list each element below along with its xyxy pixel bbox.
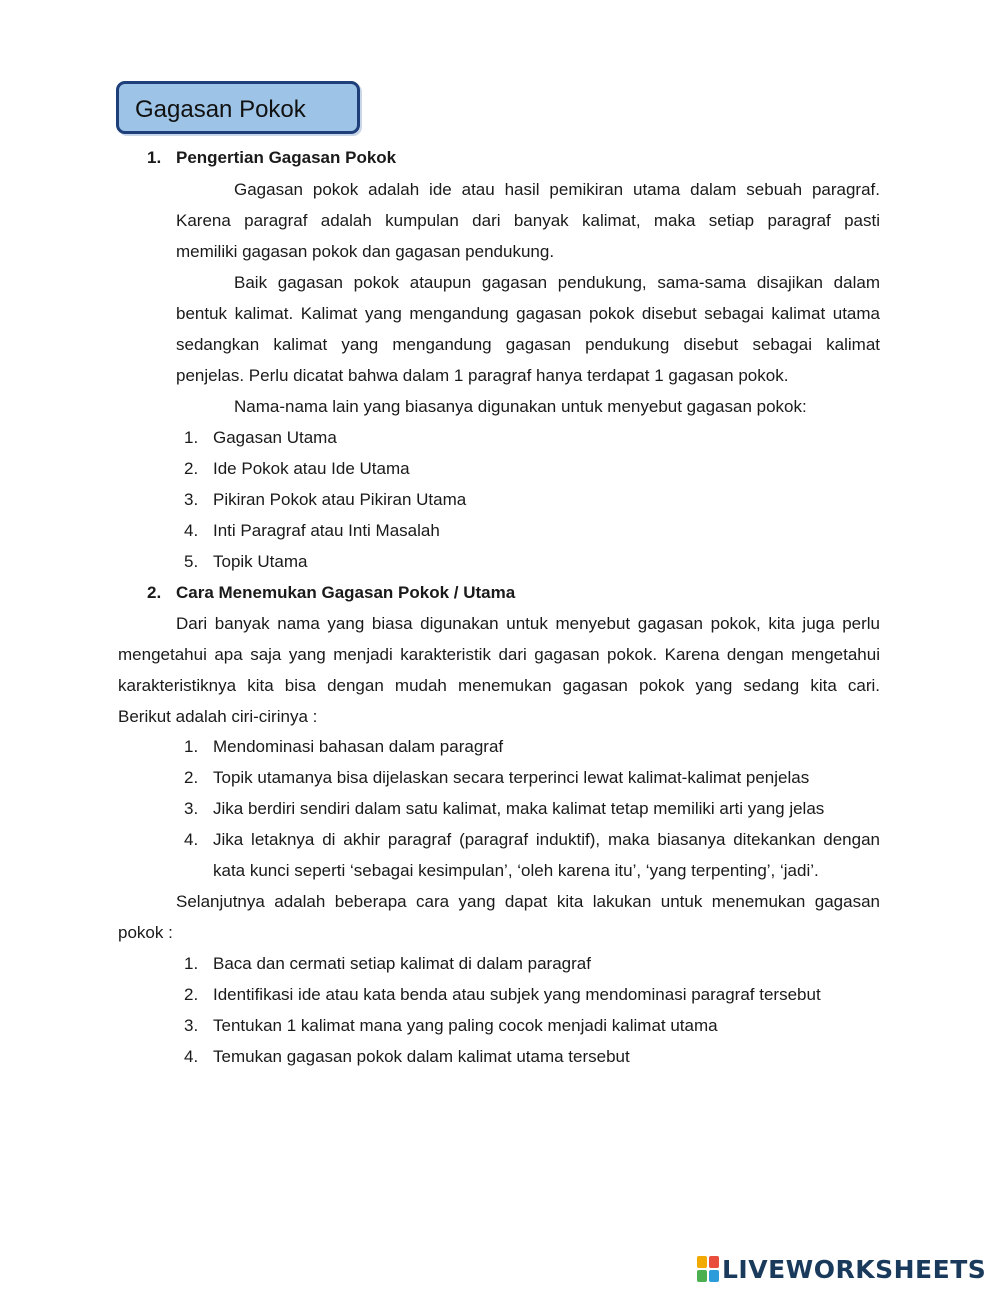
section-2-number: 2. — [147, 583, 162, 602]
list-item: Baca dan cermati setiap kalimat di dalam paragraf — [213, 954, 591, 973]
list-item: Jika letaknya di akhir paragraf (paragraf induktif), maka biasanya ditekankan dengan — [213, 830, 880, 849]
list-item-number: 1. — [184, 428, 199, 447]
list-item-number: 1. — [184, 954, 199, 973]
paragraph-line: mengetahui apa saja yang menjadi karakteristik dari gagasan pokok. Karena dengan mengetahui — [118, 645, 880, 664]
list-item: Mendominasi bahasan dalam paragraf — [213, 737, 504, 756]
paragraph-line: memiliki gagasan pokok dan gagasan pendukung. — [176, 242, 555, 261]
list-item: Topik Utama — [213, 552, 308, 571]
list-item-continuation: kata kunci seperti ‘sebagai kesimpulan’, ‘oleh karena itu’, ‘yang terpenting’, ‘jadi’. — [213, 861, 819, 880]
list-item-number: 4. — [184, 830, 199, 849]
paragraph-line: Berikut adalah ciri-cirinya : — [118, 707, 318, 726]
paragraph-line: penjelas. Perlu dicatat bahwa dalam 1 paragraf hanya terdapat 1 gagasan pokok. — [176, 366, 789, 385]
list-item-number: 5. — [184, 552, 199, 571]
logo-block — [709, 1270, 719, 1282]
list-item-number: 2. — [184, 985, 199, 1004]
title-box — [116, 81, 360, 134]
paragraph-line: Nama-nama lain yang biasanya digunakan untuk menyebut gagasan pokok: — [234, 397, 807, 416]
list-item-number: 1. — [184, 737, 199, 756]
logo-blocks-icon — [697, 1256, 719, 1282]
list-item-number: 3. — [184, 799, 199, 818]
list-item: Tentukan 1 kalimat mana yang paling cocok menjadi kalimat utama — [213, 1016, 718, 1035]
list-item-number: 3. — [184, 490, 199, 509]
section-1-heading: Pengertian Gagasan Pokok — [176, 148, 397, 167]
list-item: Inti Paragraf atau Inti Masalah — [213, 521, 440, 540]
list-item: Gagasan Utama — [213, 428, 337, 447]
list-item: Temukan gagasan pokok dalam kalimat utama tersebut — [213, 1047, 630, 1066]
list-item: Ide Pokok atau Ide Utama — [213, 459, 410, 478]
list-item-number: 4. — [184, 1047, 199, 1066]
paragraph-line: karakteristiknya kita bisa dengan mudah menemukan gagasan pokok yang sedang kita cari. — [118, 676, 880, 695]
paragraph-line: Baik gagasan pokok ataupun gagasan pendukung, sama-sama disajikan dalam — [234, 273, 880, 292]
list-item-number: 4. — [184, 521, 199, 540]
paragraph-line: pokok : — [118, 923, 173, 942]
list-item: Pikiran Pokok atau Pikiran Utama — [213, 490, 467, 509]
paragraph-line: Karena paragraf adalah kumpulan dari banyak kalimat, maka setiap paragraf pasti — [176, 211, 880, 230]
logo-text: LIVEWORKSHEETS — [722, 1254, 987, 1284]
list-item: Jika berdiri sendiri dalam satu kalimat, maka kalimat tetap memiliki arti yang jelas — [213, 799, 825, 818]
list-item-number: 2. — [184, 459, 199, 478]
paragraph-line: sedangkan kalimat yang mengandung gagasan pendukung disebut sebagai kalimat — [176, 335, 880, 354]
paragraph-line: Selanjutnya adalah beberapa cara yang dapat kita lakukan untuk menemukan gagasan — [176, 892, 880, 911]
paragraph-line: Gagasan pokok adalah ide atau hasil pemikiran utama dalam sebuah paragraf. — [234, 180, 880, 199]
paragraph-line: Dari banyak nama yang biasa digunakan untuk menyebut gagasan pokok, kita juga perlu — [176, 614, 880, 633]
section-2-heading: Cara Menemukan Gagasan Pokok / Utama — [176, 583, 516, 602]
logo-block — [697, 1256, 707, 1268]
list-item-number: 2. — [184, 768, 199, 787]
page-title: Gagasan Pokok — [135, 96, 306, 123]
paragraph-line: bentuk kalimat. Kalimat yang mengandung gagasan pokok disebut sebagai kalimat utama — [176, 304, 880, 323]
logo-block — [709, 1256, 719, 1268]
list-item: Identifikasi ide atau kata benda atau subjek yang mendominasi paragraf tersebut — [213, 985, 821, 1004]
liveworksheets-logo[interactable] — [697, 1254, 986, 1284]
list-item-number: 3. — [184, 1016, 199, 1035]
logo-block — [697, 1270, 707, 1282]
list-item: Topik utamanya bisa dijelaskan secara terperinci lewat kalimat-kalimat penjelas — [213, 768, 810, 787]
section-1-number: 1. — [147, 148, 162, 167]
